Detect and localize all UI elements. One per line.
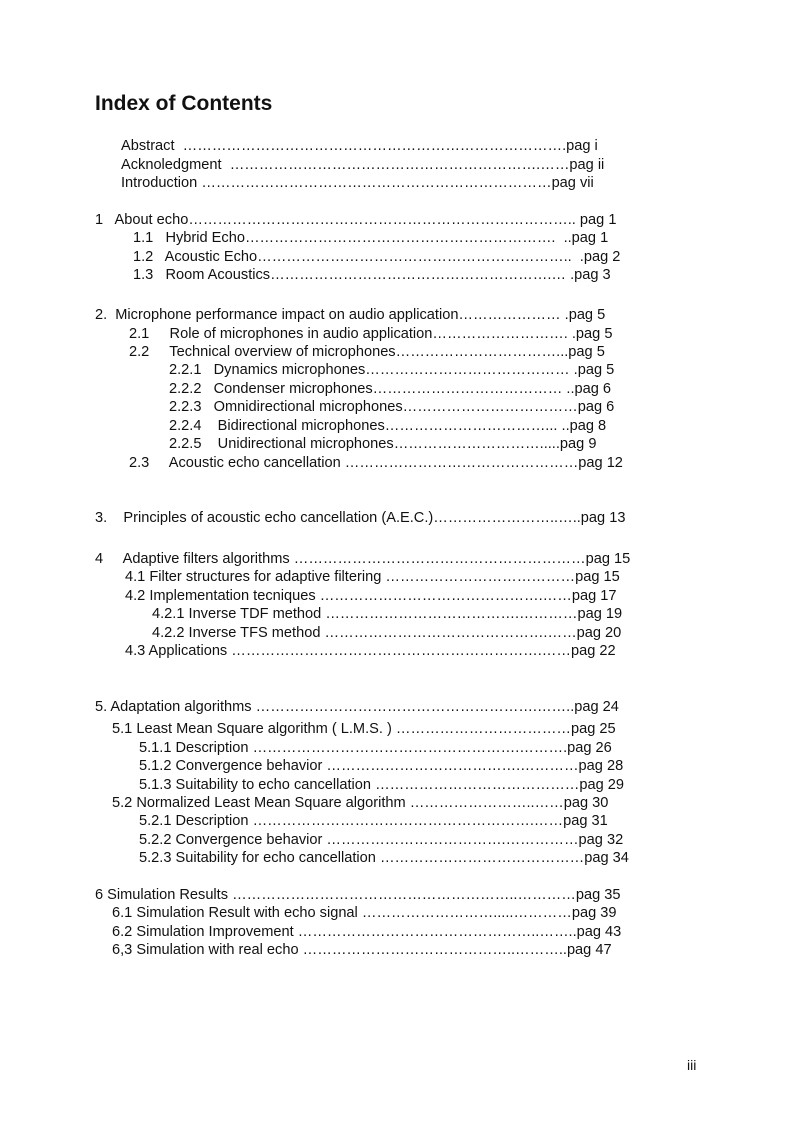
toc-entry-2-3: 2.3 Acoustic echo cancellation …………………………………………pag 12 (129, 455, 623, 471)
toc-entry-5-2-2: 5.2.2 Convergence behavior ……………………………….……………pag 32 (139, 832, 624, 848)
toc-entry-chapter-1: 1 About echo…………………………………………………………………….. pag 1 (95, 212, 617, 228)
toc-entry-6-3: 6,3 Simulation with real echo ……………………………………..………..pag 47 (112, 942, 612, 958)
toc-entry-2-2-1: 2.2.1 Dynamics microphones…………………………………… .pag 5 (169, 362, 615, 378)
toc-entry-introduction: Introduction ………………………………………………………………pag vii (121, 175, 594, 191)
toc-entry-chapter-5: 5. Adaptation algorithms ………………………………………………….……..pag 24 (95, 699, 619, 715)
toc-entry-chapter-2: 2. Microphone performance impact on audio application………………… .pag 5 (95, 307, 606, 323)
toc-entry-chapter-3: 3. Principles of acoustic echo cancellation (A.E.C.)……………………..…..pag 13 (95, 510, 626, 526)
toc-entry-5-1-1: 5.1.1 Description ……………………………………………….……….pag 26 (139, 740, 612, 756)
toc-entry-4-1: 4.1 Filter structures for adaptive filtering …………………………………pag 15 (125, 569, 620, 585)
toc-entry-6-1: 6.1 Simulation Result with echo signal ……………………….....…………pag 39 (112, 905, 617, 921)
toc-entry-5-2: 5.2 Normalized Least Mean Square algorithm ……………………..……pag 30 (112, 795, 609, 811)
toc-entry-2-2-2: 2.2.2 Condenser microphones………………………………… ..pag 6 (169, 381, 612, 397)
toc-entry-2-2-4: 2.2.4 Bidirectional microphones……………………………... ..pag 8 (169, 418, 607, 434)
toc-entry-4-2-2: 4.2.2 Inverse TFS method ……………………………………….……pag 20 (152, 625, 622, 641)
toc-entry-1-3: 1.3 Room Acoustics………………………………………………….… .pag 3 (133, 267, 611, 283)
toc-entry-1-2: 1.2 Acoustic Echo……………………………………………………….. .pag 2 (133, 249, 621, 265)
page-number: iii (687, 1057, 697, 1073)
toc-entry-1-1: 1.1 Hybrid Echo………………………………………………………. ..pag 1 (133, 230, 609, 246)
toc-entry-5-1: 5.1 Least Mean Square algorithm ( L.M.S. ) ………………………………pag 25 (112, 721, 616, 737)
toc-entry-2-1: 2.1 Role of microphones in audio application………………………. .pag 5 (129, 326, 613, 342)
toc-entry-6-2: 6.2 Simulation Improvement …………………………………………..……..pag 43 (112, 924, 622, 940)
toc-entry-5-1-2: 5.1.2 Convergence behavior ………………………………….…………pag 28 (139, 758, 624, 774)
toc-entry-chapter-6: 6 Simulation Results …………………………………………………..…………pag 35 (95, 887, 621, 903)
toc-entry-2-2-5: 2.2.5 Unidirectional microphones………………………….....pag 9 (169, 436, 597, 452)
toc-entry-abstract: Abstract …………………………………………………………………….pag i (121, 138, 598, 154)
toc-entry-2-2-3: 2.2.3 Omnidirectional microphones………………………………pag 6 (169, 399, 615, 415)
toc-entry-5-2-1: 5.2.1 Description ………………………………………………….……pag 31 (139, 813, 608, 829)
toc-entry-4-2-1: 4.2.1 Inverse TDF method ………………………………….…………pag 19 (152, 606, 623, 622)
toc-entry-acknowledgment: Acknoledgment ……………………………………………………….……pag ii (121, 157, 605, 173)
toc-entry-2-2: 2.2 Technical overview of microphones……………………………...pag 5 (129, 344, 605, 360)
toc-entry-4-3: 4.3 Applications ……………………………………………………….……pag 22 (125, 643, 616, 659)
toc-entry-chapter-4: 4 Adaptive filters algorithms ……………………………………………………pag 15 (95, 551, 631, 567)
toc-entry-5-2-3: 5.2.3 Suitability for echo cancellation ……………………………………pag 34 (139, 850, 629, 866)
toc-entry-5-1-3: 5.1.3 Suitability to echo cancellation ……………………………………pag 29 (139, 777, 625, 793)
page-title: Index of Contents (95, 92, 273, 115)
toc-entry-4-2: 4.2 Implementation tecniques ……………………………………….……pag 17 (125, 588, 617, 604)
